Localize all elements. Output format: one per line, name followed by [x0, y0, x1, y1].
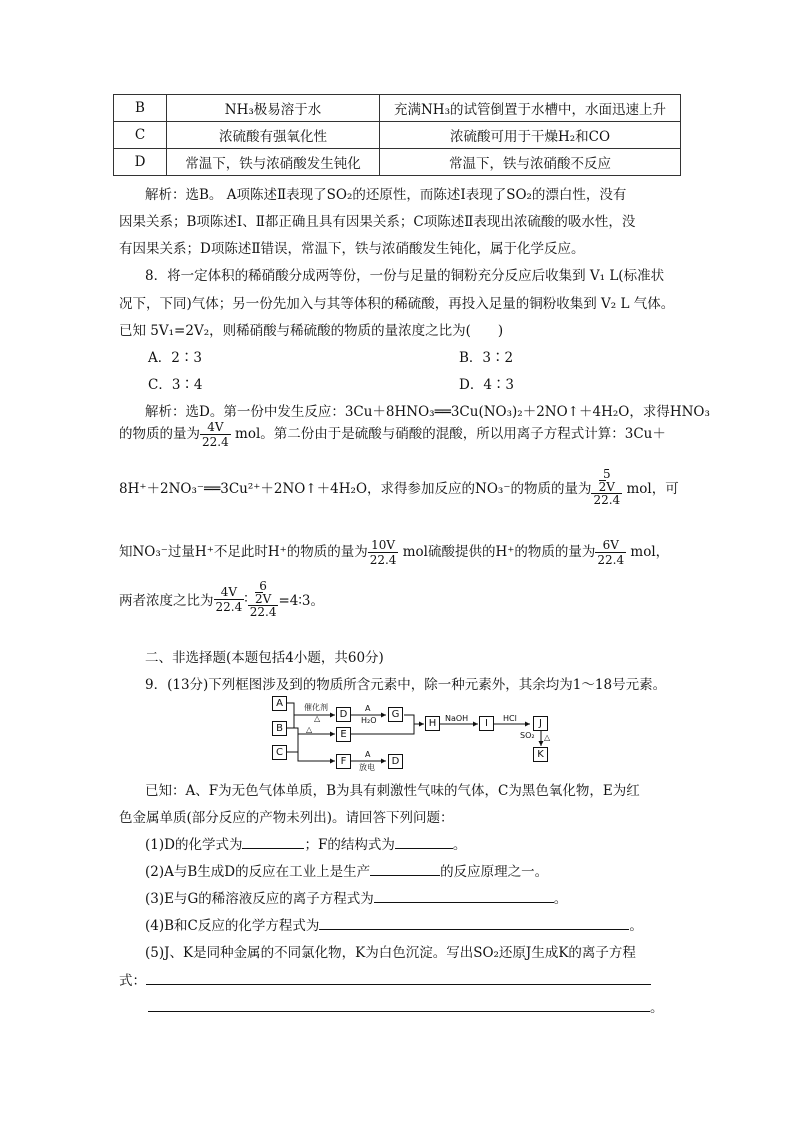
- label-naoh: NaOH: [445, 714, 469, 723]
- table-cell: B: [114, 95, 167, 122]
- fraction-denominator: 22.4: [597, 553, 625, 567]
- part-text: (4)B和C反应的化学方程式为: [145, 918, 320, 934]
- fraction: [595, 538, 626, 567]
- table-row: [114, 122, 681, 149]
- answer-blank[interactable]: [148, 999, 650, 1012]
- answer-blank[interactable]: [146, 972, 651, 985]
- fraction-denominator: 22.4: [215, 599, 243, 614]
- fraction-numerator: [248, 580, 279, 606]
- option-a: A．2∶3: [148, 350, 202, 366]
- part-text: 。: [650, 1000, 664, 1016]
- box-k: K: [533, 747, 548, 762]
- fraction: [368, 538, 399, 567]
- question-line: 8．将一定体积的稀硝酸分成两等份，一份与足量的铜粉充分反应后收集到 V₁ L(标准状: [145, 268, 665, 284]
- analysis-text: mol，可: [626, 481, 679, 497]
- analysis-text: 的物质的量为: [119, 426, 200, 442]
- part-text: 。: [452, 837, 467, 853]
- analysis-line: 解析：选B。 A项陈述Ⅱ表现了SO₂的还原性，而陈述Ⅰ表现了SO₂的漂白性，没有: [145, 187, 627, 203]
- analysis-text: mol，: [630, 544, 670, 560]
- box-b: B: [272, 721, 287, 736]
- analysis-text: 知NO₃⁻过量H⁺不足此时H⁺的物质的量为: [119, 544, 368, 560]
- part-text: 。: [553, 891, 568, 907]
- part-1: [145, 833, 466, 853]
- table-cell: 充满NH₃的试管倒置于水槽中，水面迅速上升: [380, 95, 681, 122]
- analysis-text: mol硫酸提供的H⁺的物质的量为: [402, 544, 596, 560]
- answer-blank[interactable]: [374, 890, 554, 903]
- part-text: (1)D的化学式为: [145, 837, 243, 853]
- fraction-numerator: 6V: [595, 538, 626, 553]
- part-5-line-2: [148, 996, 664, 1016]
- fraction: [200, 420, 231, 449]
- fraction-variable: V: [262, 592, 272, 606]
- option-b: B．3∶2: [459, 350, 514, 366]
- box-i: I: [479, 716, 494, 731]
- label-a-2: A: [365, 750, 371, 759]
- fraction-numerator: 4V: [200, 420, 231, 435]
- fraction-variable: V: [606, 480, 615, 494]
- part-5-continued: [119, 969, 651, 989]
- table-row: [114, 95, 681, 122]
- analysis-text: =4∶3。: [278, 593, 324, 609]
- table-cell: 浓硫酸可用于干燥H₂和CO: [380, 122, 681, 149]
- table-cell: C: [114, 122, 167, 149]
- fraction-denominator: 22.4: [593, 493, 621, 507]
- fraction: [591, 468, 622, 506]
- fraction: [214, 585, 245, 614]
- label-discharge: 放电: [359, 763, 375, 772]
- known-line: 已知：A、F为无色气体单质，B为具有刺激性气味的气体，C为黑色氧化物，E为红: [145, 783, 640, 799]
- part-3: [145, 887, 567, 907]
- fraction-numerator-top: 5: [602, 467, 611, 481]
- known-line: 色金属单质(部分反应的产物未列出)。请回答下列问题：: [119, 810, 454, 826]
- analysis-line: [119, 420, 666, 449]
- option-d: D．4∶3: [459, 377, 515, 393]
- box-a: A: [272, 696, 287, 711]
- label-h2o: H₂O: [361, 716, 377, 725]
- part-text: (2)A与B生成D的反应在工业上是生产: [145, 864, 371, 880]
- options-table: [113, 94, 681, 176]
- analysis-text: 8H⁺＋2NO₃⁻══3Cu²⁺＋2NO↑＋4H₂O，求得参加反应的NO₃⁻的物质的量为: [119, 481, 592, 497]
- table-cell: 浓硫酸有强氧化性: [167, 122, 380, 149]
- table-row: [114, 149, 681, 176]
- box-h: H: [425, 716, 440, 731]
- label-heat: △: [314, 714, 321, 723]
- fraction-numerator-denominator: 2: [254, 592, 263, 606]
- part-text: ；F的结构式为: [304, 837, 395, 853]
- analysis-line: [119, 580, 324, 618]
- table-cell: 常温下，铁与浓硝酸不反应: [380, 149, 681, 176]
- table-cell: D: [114, 149, 167, 176]
- label-so2: SO₂: [520, 731, 535, 740]
- part-text: 。: [629, 918, 643, 934]
- box-f: F: [336, 754, 351, 769]
- fraction-denominator: 22.4: [369, 553, 397, 567]
- answer-blank[interactable]: [370, 863, 440, 876]
- fraction-numerator-denominator: 2: [598, 480, 607, 494]
- part-5: (5)J、K是同种金属的不同氯化物，K为白色沉淀。写出SO₂还原J生成K的离子方程: [145, 945, 636, 961]
- box-e: E: [336, 727, 351, 742]
- fraction-numerator: 10V: [368, 538, 399, 553]
- table-cell: NH₃极易溶于水: [167, 95, 380, 122]
- answer-blank[interactable]: [242, 836, 304, 849]
- label-heat-3: △: [544, 733, 551, 742]
- flowchart: [268, 694, 558, 770]
- analysis-line: 解析：选D。第一份中发生反应：3Cu＋8HNO₃══3Cu(NO₃)₂＋2NO↑＋4H₂O，求得HNO₃: [145, 404, 710, 420]
- answer-blank[interactable]: [395, 836, 453, 849]
- box-c: C: [272, 745, 287, 760]
- part-text: (3)E与G的稀溶液反应的离子方程式为: [145, 891, 374, 907]
- box-j: J: [533, 716, 548, 731]
- question-line: 9．(13分)下列框图涉及到的物质所含元素中，除一种元素外，其余均为1～18号元素。: [145, 677, 667, 693]
- analysis-line: 有因果关系；D项陈述Ⅱ错误，常温下，铁与浓硝酸发生钝化，属于化学反应。: [119, 241, 585, 257]
- part-text: 的反应原理之一。: [440, 864, 549, 880]
- part-4: [145, 914, 643, 934]
- analysis-text: mol。第二份由于是硫酸与硝酸的混酸，所以用离子方程式计算：3Cu＋: [235, 426, 666, 442]
- fraction-numerator: 4V: [214, 585, 245, 600]
- table-cell: 常温下，铁与浓硝酸发生钝化: [167, 149, 380, 176]
- part-2: [145, 860, 548, 880]
- analysis-text: ∶: [244, 591, 248, 607]
- fraction: [248, 580, 279, 618]
- section-title: 二、非选择题(本题包括4小题，共60分): [145, 650, 384, 666]
- fraction-denominator: 22.4: [249, 605, 277, 619]
- option-c: C．3∶4: [148, 377, 203, 393]
- box-g: G: [388, 707, 403, 722]
- fraction-numerator-top: 6: [259, 579, 267, 593]
- question-line: 况下，下同)气体；另一份先加入与其等体积的稀硫酸，再投入足量的铜粉收集到 V₂ L 气体。: [119, 296, 675, 312]
- analysis-line: [119, 538, 669, 567]
- analysis-line: [119, 468, 679, 506]
- box-d-2: D: [388, 754, 403, 769]
- part-text: 式：: [119, 973, 146, 989]
- label-hcl: HCl: [503, 714, 517, 723]
- fraction-denominator: 22.4: [202, 435, 229, 449]
- question-line: 已知 5V₁=2V₂，则稀硝酸与稀硫酸的物质的量浓度之比为( ): [119, 323, 504, 339]
- label-heat-2: △: [306, 725, 313, 734]
- analysis-line: 因果关系；B项陈述Ⅰ、Ⅱ都正确且具有因果关系；C项陈述Ⅱ表现出浓硫酸的吸水性，没: [119, 214, 636, 230]
- analysis-text: 两者浓度之比为: [119, 593, 214, 609]
- box-d: D: [336, 707, 351, 722]
- label-a: A: [365, 704, 371, 713]
- label-catalyst: 催化剂: [304, 703, 328, 712]
- answer-blank[interactable]: [319, 917, 629, 930]
- fraction-numerator: [591, 468, 622, 494]
